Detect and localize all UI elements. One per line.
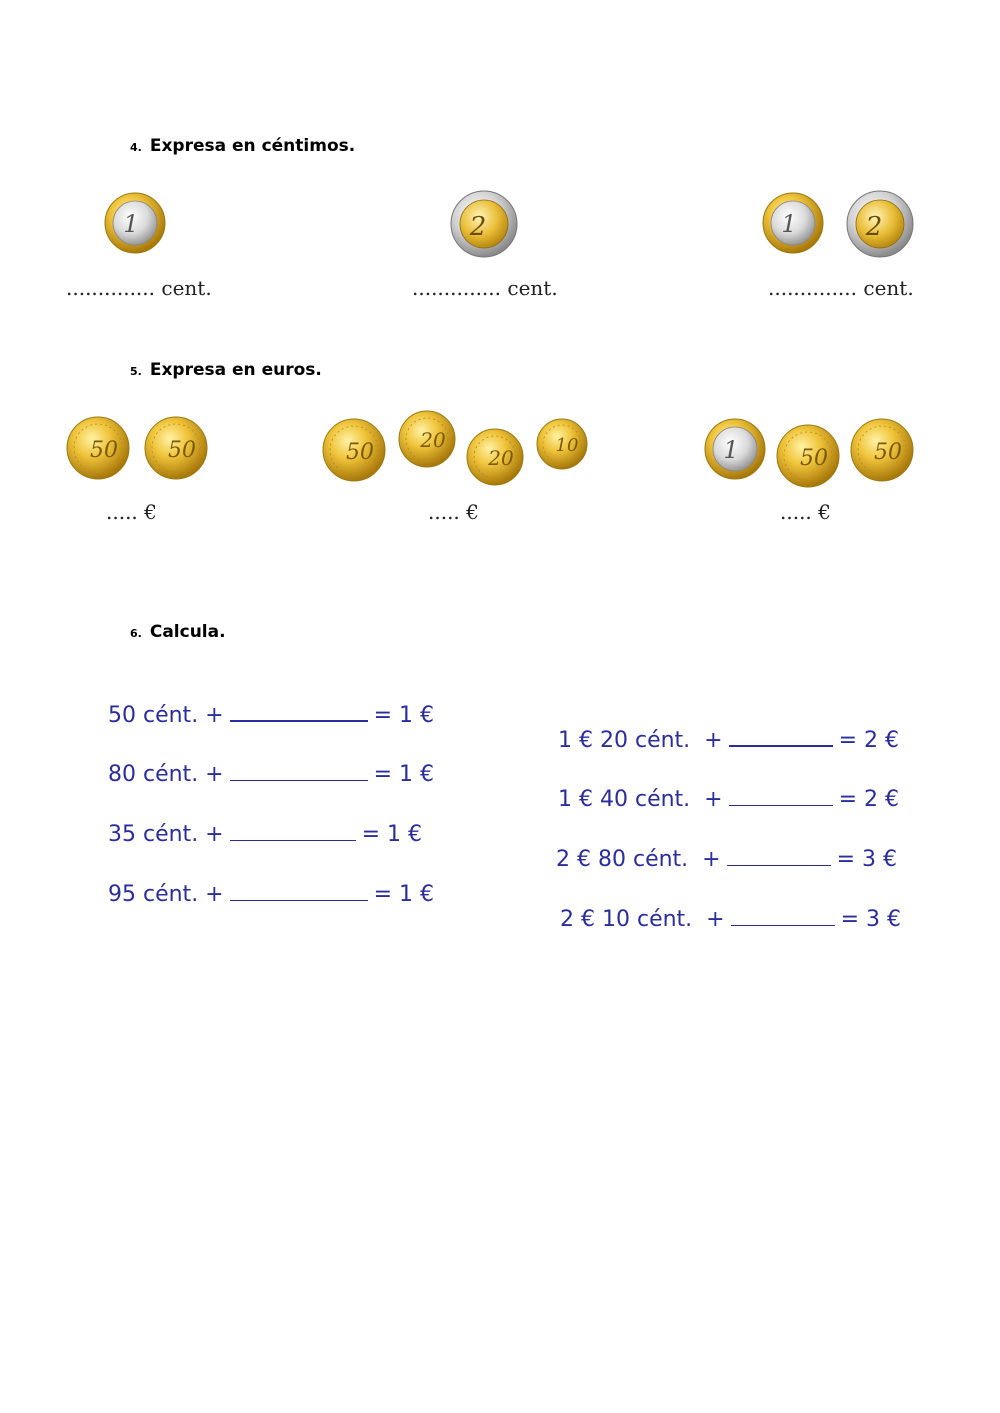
calc-expression: 1 € 20 cént. + bbox=[558, 728, 723, 753]
answer-blank-euro-2[interactable] bbox=[428, 500, 479, 524]
calc-answer-blank[interactable] bbox=[731, 905, 835, 926]
calc-row-right-2 bbox=[544, 760, 899, 812]
two-euro-coin bbox=[450, 190, 518, 258]
calc-expression: 2 € 10 cént. + bbox=[560, 907, 725, 932]
answer-blank-cent-3[interactable] bbox=[768, 276, 914, 300]
calc-answer-blank[interactable] bbox=[230, 820, 356, 841]
coin-value: 50 bbox=[346, 440, 374, 465]
calc-answer-blank[interactable] bbox=[230, 880, 368, 901]
calc-expression: 2 € 80 cént. + bbox=[556, 847, 721, 872]
answer-unit: cent. bbox=[863, 276, 914, 300]
answer-dots: ..... bbox=[780, 500, 812, 524]
coin-value: 50 bbox=[168, 438, 196, 463]
section-5-heading bbox=[130, 360, 322, 380]
section-title: Calcula. bbox=[149, 622, 226, 642]
one-euro-coin bbox=[704, 418, 766, 480]
coin-value: 1 bbox=[123, 210, 139, 238]
section-title: Expresa en euros. bbox=[149, 360, 322, 380]
calc-row-left-4 bbox=[108, 880, 434, 907]
two-euro-coin bbox=[846, 190, 914, 258]
calc-row-left-1 bbox=[108, 700, 434, 728]
calc-expression: 1 € 40 cént. + bbox=[558, 787, 723, 812]
calc-answer-blank[interactable] bbox=[230, 700, 368, 722]
calc-answer-blank[interactable] bbox=[727, 845, 831, 866]
fifty-cent-coin bbox=[776, 424, 840, 488]
section-4-heading bbox=[130, 136, 355, 156]
fifty-cent-coin bbox=[144, 416, 208, 480]
calc-expression: 95 cént. + bbox=[108, 882, 224, 907]
answer-unit: € bbox=[144, 500, 157, 524]
answer-blank-euro-3[interactable] bbox=[780, 500, 831, 524]
calc-row-left-2 bbox=[108, 760, 434, 787]
calc-result: = 1 € bbox=[373, 703, 435, 728]
calc-answer-blank[interactable] bbox=[729, 725, 833, 747]
answer-dots: ..... bbox=[428, 500, 460, 524]
section-6-heading bbox=[130, 622, 226, 642]
answer-blank-euro-1[interactable] bbox=[106, 500, 157, 524]
coin-value: 1 bbox=[781, 210, 797, 238]
coin-value: 1 bbox=[723, 436, 739, 464]
twenty-cent-coin bbox=[398, 410, 456, 468]
calc-expression: 35 cént. + bbox=[108, 822, 224, 847]
answer-dots: .............. bbox=[66, 276, 156, 300]
calc-expression: 80 cént. + bbox=[108, 762, 224, 787]
calc-answer-blank[interactable] bbox=[230, 760, 368, 781]
section-title: Expresa en céntimos. bbox=[149, 136, 356, 156]
calc-result: = 2 € bbox=[838, 728, 900, 753]
coin-value: 50 bbox=[800, 446, 828, 471]
answer-unit: € bbox=[466, 500, 479, 524]
answer-dots: .............. bbox=[768, 276, 858, 300]
one-euro-coin bbox=[762, 192, 824, 254]
calc-expression: 50 cént. + bbox=[108, 703, 224, 728]
answer-blank-cent-1[interactable] bbox=[66, 276, 212, 300]
calc-row-right-3 bbox=[542, 820, 897, 872]
section-number: 5. bbox=[130, 365, 142, 378]
coin-value: 2 bbox=[469, 212, 487, 242]
coin-value: 10 bbox=[555, 435, 579, 456]
answer-unit: € bbox=[818, 500, 831, 524]
coin-value: 50 bbox=[874, 440, 902, 465]
section-number: 6. bbox=[130, 627, 142, 640]
calc-row-right-1 bbox=[544, 700, 899, 753]
ten-cent-coin bbox=[536, 418, 588, 470]
answer-unit: cent. bbox=[507, 276, 558, 300]
calc-answer-blank[interactable] bbox=[729, 785, 833, 806]
calc-row-right-4 bbox=[546, 880, 901, 932]
calc-result: = 3 € bbox=[836, 847, 898, 872]
answer-dots: ..... bbox=[106, 500, 138, 524]
coin-value: 20 bbox=[420, 428, 446, 452]
calc-result: = 3 € bbox=[840, 907, 902, 932]
answer-blank-cent-2[interactable] bbox=[412, 276, 558, 300]
calc-result: = 1 € bbox=[361, 822, 423, 847]
section-number: 4. bbox=[130, 141, 142, 154]
fifty-cent-coin bbox=[66, 416, 130, 480]
answer-unit: cent. bbox=[161, 276, 212, 300]
coin-value: 50 bbox=[90, 438, 118, 463]
calc-result: = 1 € bbox=[373, 882, 435, 907]
fifty-cent-coin bbox=[322, 418, 386, 482]
answer-dots: .............. bbox=[412, 276, 502, 300]
calc-row-left-3 bbox=[108, 820, 422, 847]
calc-result: = 1 € bbox=[373, 762, 435, 787]
fifty-cent-coin bbox=[850, 418, 914, 482]
coin-value: 20 bbox=[488, 446, 514, 470]
coin-value: 2 bbox=[865, 212, 883, 242]
one-euro-coin bbox=[104, 192, 166, 254]
twenty-cent-coin bbox=[466, 428, 524, 486]
calc-result: = 2 € bbox=[838, 787, 900, 812]
